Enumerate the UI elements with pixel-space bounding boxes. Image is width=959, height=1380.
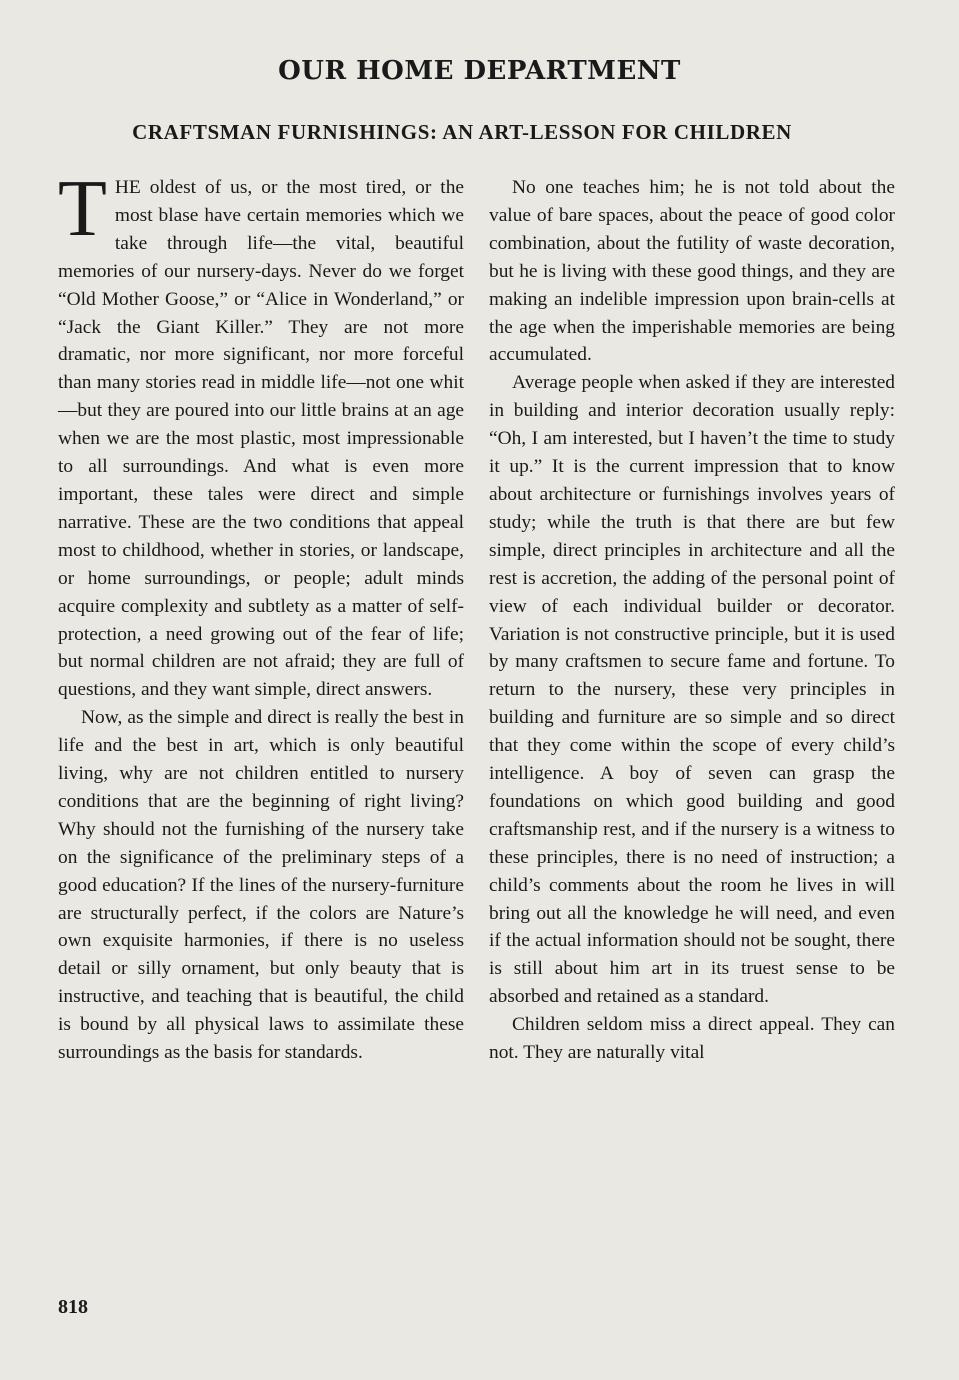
page-number: 818 [58, 1296, 88, 1318]
department-heading: OUR HOME DEPARTMENT [278, 56, 681, 86]
article-title: CRAFTSMAN FURNISHINGS: AN ART-LESSON FOR CHILDREN [132, 120, 792, 144]
paragraph-opening [58, 165, 464, 704]
right-column [489, 174, 895, 1067]
left-column [58, 165, 464, 1067]
paragraph: Average people when asked if they are interested in building and interior decoration usually reply: “Oh, I am interested, but I haven’t the time to study it up.” It is the current impression that to know about architecture or furnishings involves years of study; while the truth is that there are but few simple, direct principles in architecture and all the rest is accretion, the adding of the personal point of view of each individual builder or decorator. Variation is not constructive principle, but it is used by many craftsmen to secure fame and fortune. To return to the nursery, these very principles in building and furniture are so simple and so direct that they come within the scope of every child’s intelligence. A boy of seven can grasp the foundations on which good building and good craftsmanship rest, and if the nursery is a witness to these principles, there is no need of instruction; a child’s comments about the room he lives in will bring out all the knowledge he will need, and even if the actual information should not be sought, there is still about him art in its truest sense to be absorbed and retained as a standard. [489, 372, 895, 1008]
paragraph: No one teaches him; he is not told about the value of bare spaces, about the peace of good color combination, about the futility of waste decoration, but he is living with these good things, and they are making an indelible impression upon brain-cells at the age when the imperishable memories are being accumulated. [489, 177, 895, 366]
drop-cap: T [58, 165, 107, 253]
opening-paragraph-text: HE oldest of us, or the most tired, or the most blase have certain memories which we take through life—the vital, beautiful memories of our nursery-days. Never do we forget “Old Mother Goose,” or “Alice in Wonderland,” or “Jack the Giant Killer.” They are not more dramatic, nor more significant, nor more forceful than many stories read in middle life—not one whit—but they are poured into our little brains at an age when we are the most plastic, most impressionable to all surroundings. And what is even more important, these tales were direct and simple narrative. These are the two conditions that appeal most to childhood, whether in stories, or landscape, or home surroundings, or people; adult minds acquire complexity and subtlety as a matter of self-protection, a need growing out of the fear of life; but normal children are not afraid; they are full of questions, and they want simple, direct answers. [58, 177, 464, 701]
paragraph: Children seldom miss a direct appeal. They can not. They are naturally vital [489, 1014, 895, 1064]
paragraph: Now, as the simple and direct is really the best in life and the best in art, which is only beautiful living, why are not children entitled to nursery conditions that are the beginning of right living? Why should not the furnishing of the nursery take on the significance of the preliminary steps of a good education? If the lines of the nursery-furniture are structurally perfect, if the colors are Nature’s own exquisite harmonies, if there is no useless detail or silly ornament, but only beauty that is instructive, and teaching that is beautiful, the child is bound by all physical laws to assimilate these surroundings as the basis for standards. [58, 707, 464, 1064]
